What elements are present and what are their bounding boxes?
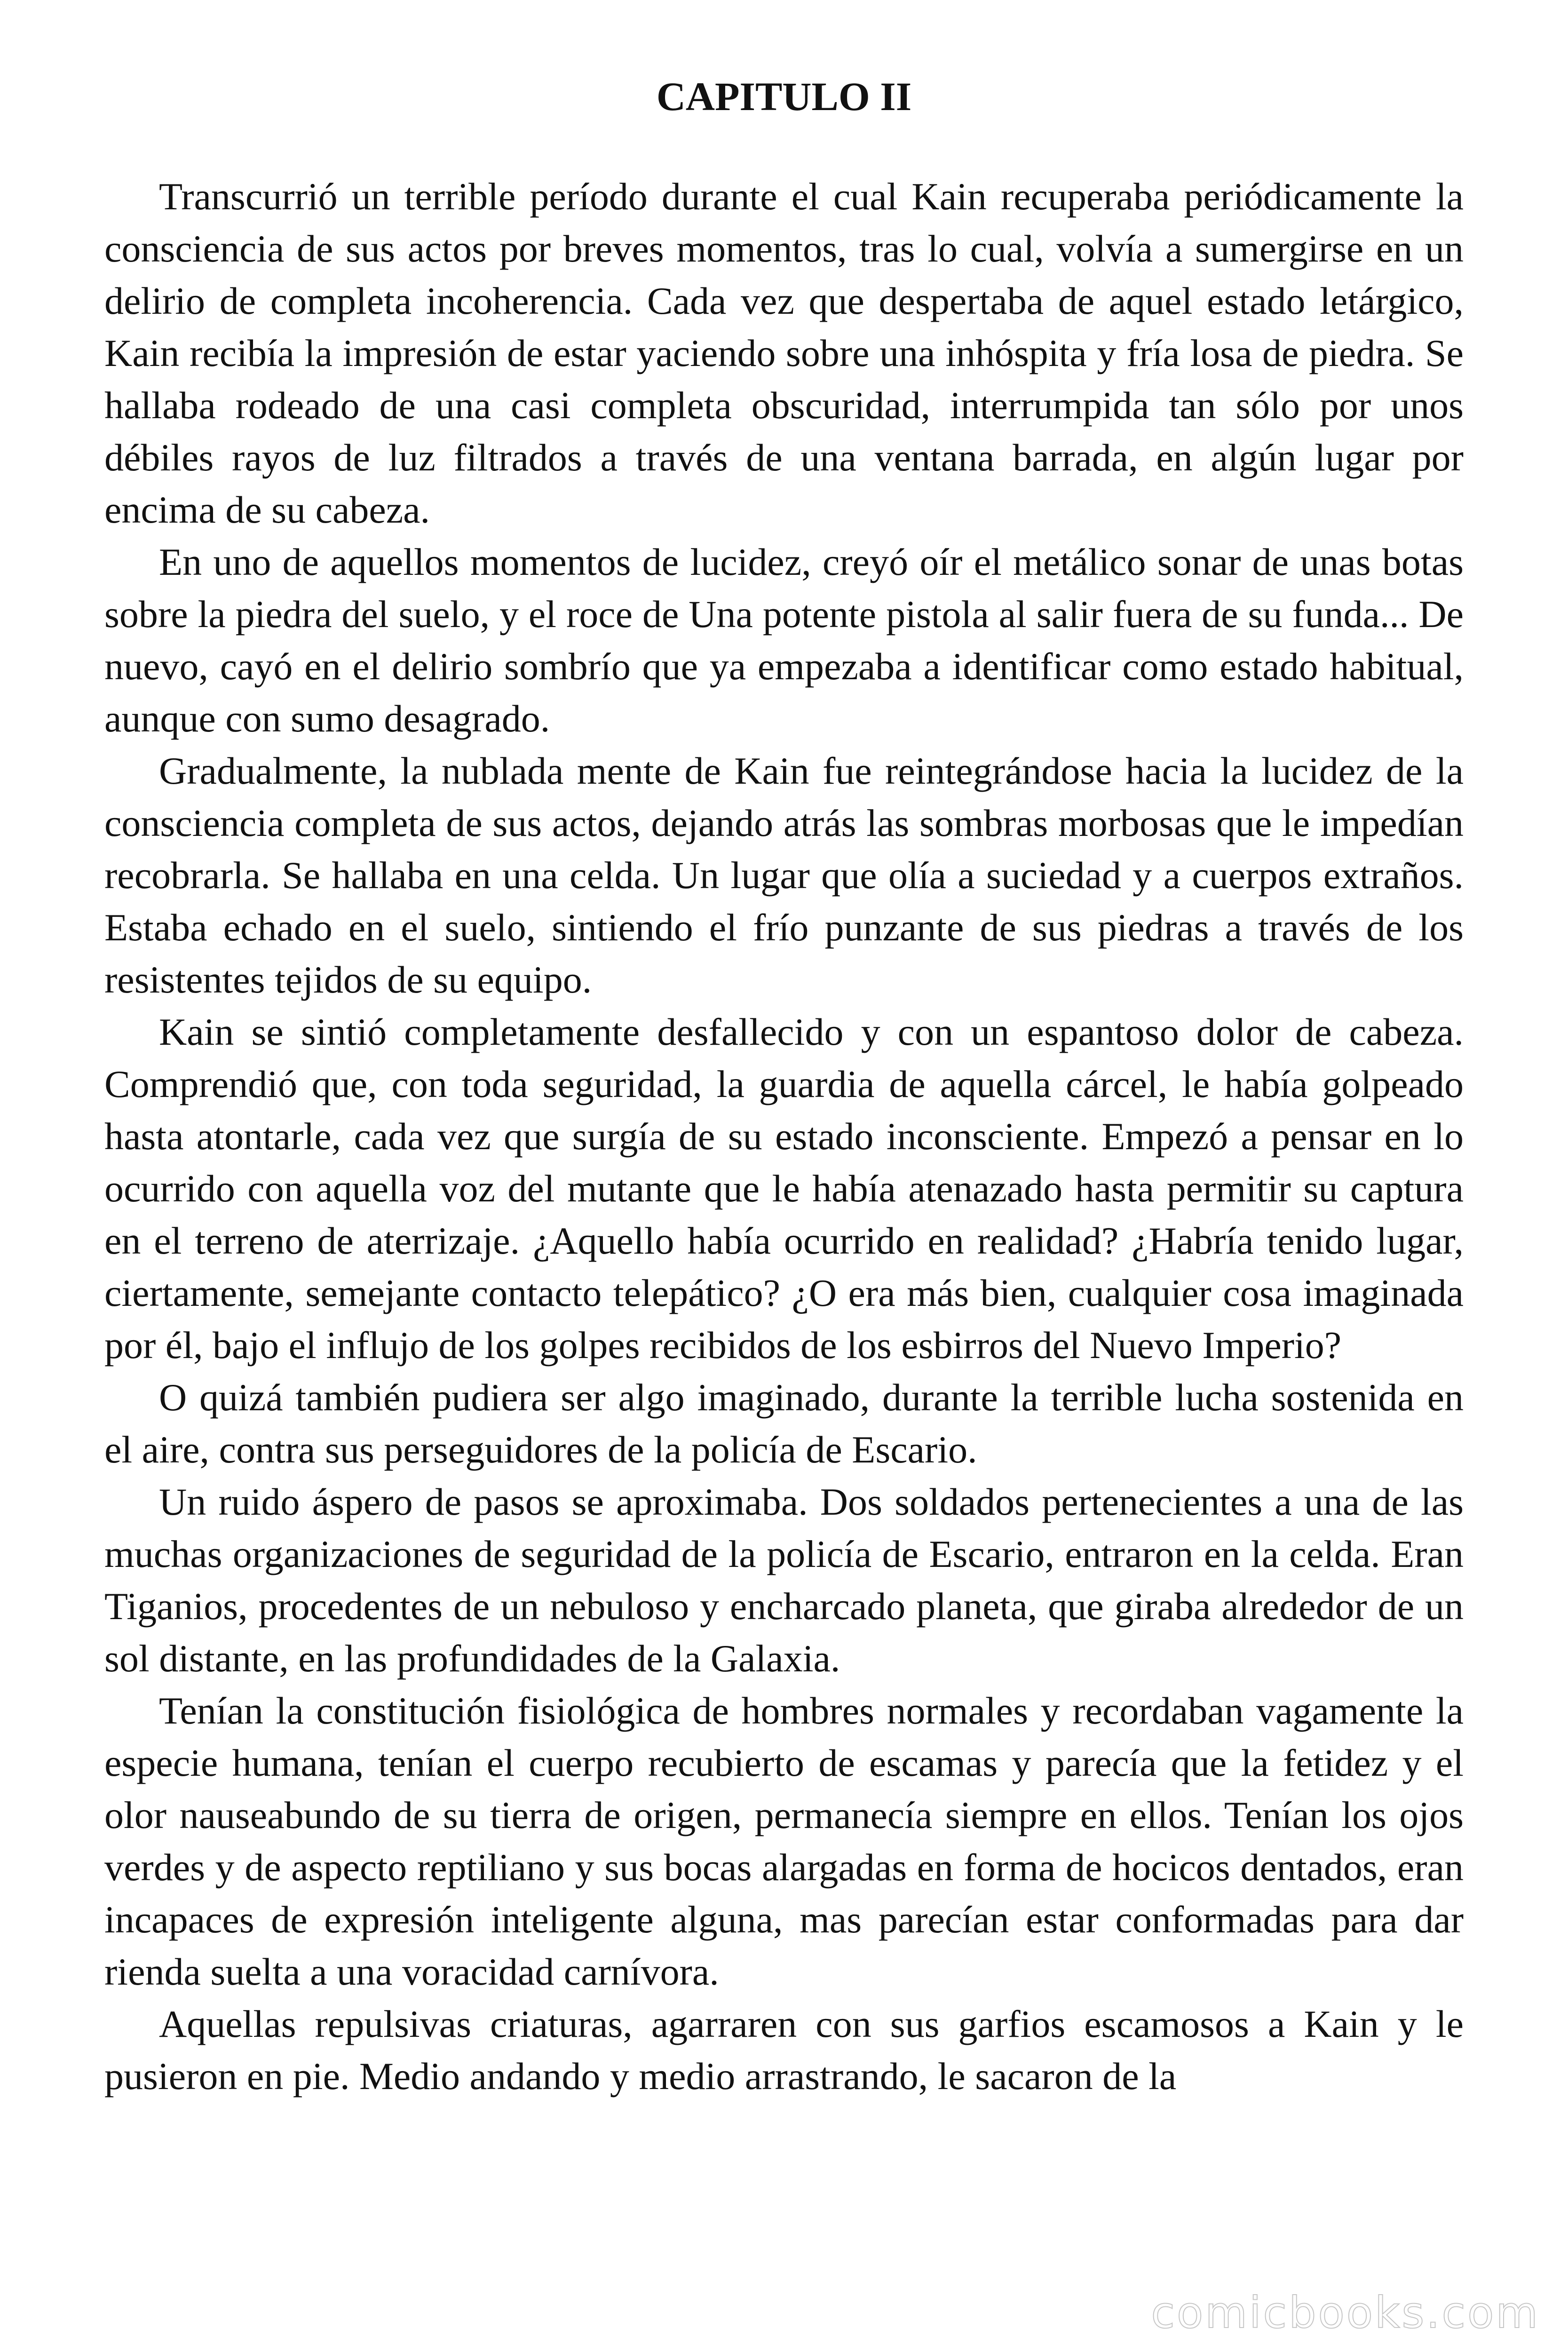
paragraph-4: Kain se sintió completamente desfallecido y con un espantoso dolor de cabeza. Comprendió que, con toda seguridad, la guardia de aquella cárcel, le había golpeado hasta atontarle, cada vez que surgía de su estado inconsciente. Empezó a pensar en lo ocurrido con aquella voz del mutante que le había atenazado hasta permitir su captura en el terreno de aterrizaje. ¿Aquello había ocurrido en realidad? ¿Habría tenido lugar, ciertamente, semejante contacto telepático? ¿O era más bien, cualquier cosa imaginada por él, bajo el influjo de los golpes recibidos de los esbirros del Nuevo Imperio? — [104, 1010, 1464, 1367]
paragraph-1: Transcurrió un terrible período durante el cual Kain recuperaba periódicamente la consciencia de sus actos por breves momentos, tras lo cual, volvía a sumergirse en un delirio de completa incoherencia. Cada vez que despertaba de aquel estado letárgico, Kain recibía la impresión de estar yaciendo sobre una inhóspita y fría losa de piedra. Se hallaba rodeado de una casi completa obscuridad, interrumpida tan sólo por unos débiles rayos de luz filtrados a través de una ventana barrada, en algún lugar por encima de su cabeza. — [104, 175, 1464, 531]
paragraph-6: Un ruido áspero de pasos se aproximaba. Dos soldados pertenecientes a una de las muchas organizaciones de seguridad de la policía de Escario, entraron en la celda. Eran Tiganios, procedentes de un nebuloso y encharcado planeta, que giraba alrededor de un sol distante, en las profundidades de la Galaxia. — [104, 1480, 1464, 1680]
paragraph-8: Aquellas repulsivas criaturas, agarraren con sus garfios escamosos a Kain y le pusieron en pie. Medio andando y medio arrastrando, le sacaron de la — [104, 2002, 1464, 2098]
site-watermark: comicbooks.com — [1151, 2288, 1540, 2338]
chapter-title: CAPITULO II — [656, 74, 912, 119]
paragraph-2: En uno de aquellos momentos de lucidez, creyó oír el metálico sonar de unas botas sobre la piedra del suelo, y el roce de Una potente pistola al salir fuera de su funda... De nuevo, cayó en el delirio sombrío que ya empezaba a identificar como estado habitual, aunque con sumo desagrado. — [104, 540, 1464, 740]
paragraph-3: Gradualmente, la nublada mente de Kain fue reintegrándose hacia la lucidez de la consciencia completa de sus actos, dejando atrás las sombras morbosas que le impedían recobrarla. Se hallaba en una celda. Un lugar que olía a suciedad y a cuerpos extraños. Estaba echado en el suelo, sintiendo el frío punzante de sus piedras a través de los resistentes tejidos de su equipo. — [104, 749, 1464, 1001]
chapter-body — [104, 170, 1464, 2102]
paragraph-7: Tenían la constitución fisiológica de hombres normales y recordaban vagamente la especie humana, tenían el cuerpo recubierto de escamas y parecía que la fetidez y el olor nauseabundo de su tierra de origen, permanecía siempre en ellos. Tenían los ojos verdes y de aspecto reptiliano y sus bocas alargadas en forma de hocicos dentados, eran incapaces de expresión inteligente alguna, mas parecían estar conformadas para dar rienda suelta a una voracidad carnívora. — [104, 1689, 1464, 1993]
paragraph-5: O quizá también pudiera ser algo imaginado, durante la terrible lucha sostenida en el aire, contra sus perseguidores de la policía de Escario. — [104, 1376, 1464, 1471]
